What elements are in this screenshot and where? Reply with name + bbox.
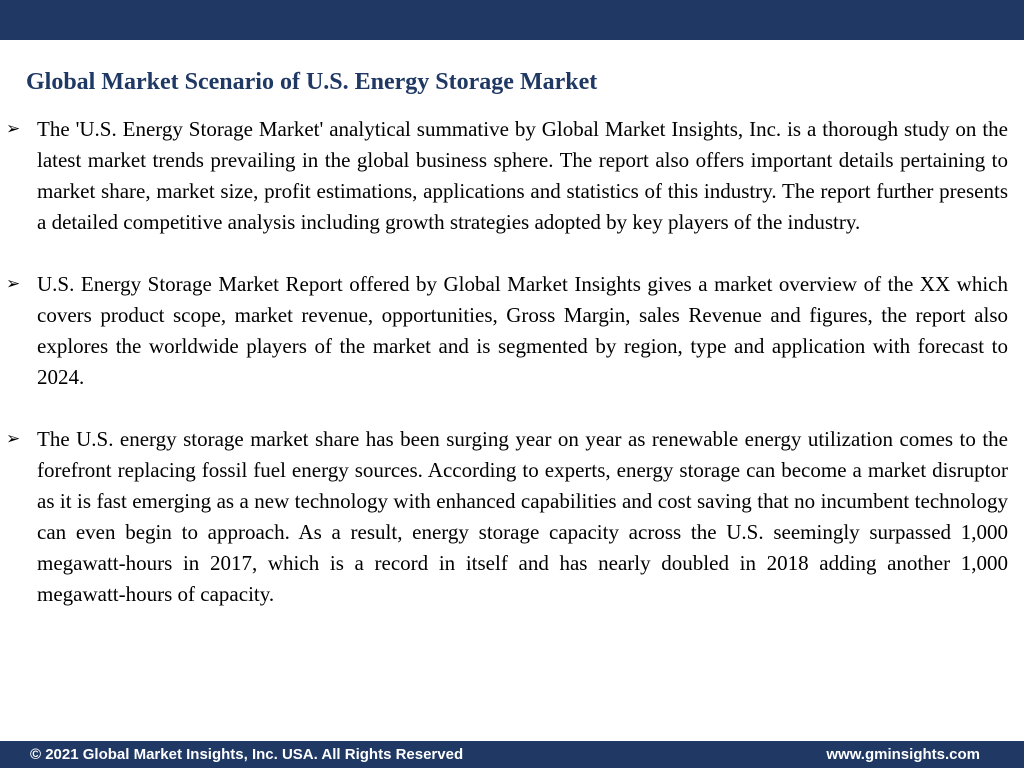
bullet-text: The U.S. energy storage market share has been surging year on year as renewable energy utilization comes to the forefront replacing fossil fuel energy sources. According to experts, energy storage can become a market disruptor as it is fast emerging as a new technology with enhanced capabilities and cost saving that no incumbent technology can even begin to approach. As a result, energy storage capacity across the U.S. seemingly surpassed 1,000 megawatt-hours in 2017, which is a record in itself and has nearly doubled in 2018 adding another 1,000 megawatt-hours of capacity. <box>37 427 1008 606</box>
slide-title: Global Market Scenario of U.S. Energy Storage Market <box>26 69 598 95</box>
bullet-text: The 'U.S. Energy Storage Market' analytical summative by Global Market Insights, Inc. is a thorough study on the latest market trends prevailing in the global business sphere. The report also offers important details pertaining to market share, market size, profit estimations, applications and statistics of this industry. The report further presents a detailed competitive analysis including growth strategies adopted by key players of the industry. <box>37 117 1008 234</box>
footer-copyright: © 2021 Global Market Insights, Inc. USA. All Rights Reserved <box>30 746 464 763</box>
header-bar <box>0 0 1024 40</box>
arrowhead-bullet-icon: ➢ <box>6 119 21 139</box>
arrowhead-bullet-icon: ➢ <box>6 274 21 294</box>
bullet-item <box>6 114 1008 238</box>
footer-bar <box>0 741 1024 768</box>
bullet-item <box>6 269 1008 393</box>
footer-website-link[interactable]: www.gminsights.com <box>826 746 980 763</box>
bullet-list <box>6 114 1008 610</box>
bullet-item <box>6 424 1008 610</box>
arrowhead-bullet-icon: ➢ <box>6 429 21 449</box>
bullet-text: U.S. Energy Storage Market Report offered by Global Market Insights gives a market overview of the XX which covers product scope, market revenue, opportunities, Gross Margin, sales Revenue and figures, the report also explores the worldwide players of the market and is segmented by region, type and application with forecast to 2024. <box>37 272 1008 389</box>
